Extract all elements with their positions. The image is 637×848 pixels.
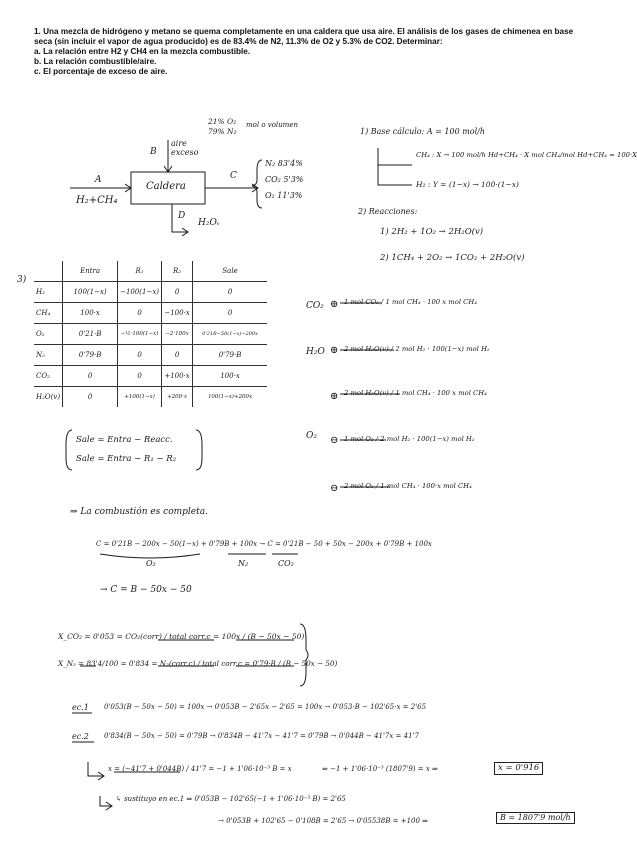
table-header-cell bbox=[34, 261, 63, 282]
table-cell: CO₂ bbox=[34, 366, 63, 387]
table-cell: 0'21B−50(1−x)−200x bbox=[193, 324, 268, 345]
complete-combustion-note: ⇒ La combustión es completa. bbox=[70, 507, 208, 517]
reaction-2: 2) 1CH₄ + 2O₂ → 1CO₂ + 2H₂O(v) bbox=[380, 253, 525, 263]
table-cell: −½·100(1−x) bbox=[118, 324, 162, 345]
x-n2-equation: X_N₂ = 83'4/100 = 0'834 = N₂(corr.c) / total corr.c = 0'79·B / (B − 50x − 50) bbox=[58, 659, 338, 668]
reaction-1: 1) 2H₂ + 1O₂ → 2H₂O(v) bbox=[380, 227, 484, 237]
table-cell: 0 bbox=[162, 345, 193, 366]
ec2-equation: 0'834(B − 50x − 50) = 0'79B → 0'834B − 41'7x − 41'7 = 0'79B → 0'044B − 41'7x = 41'7 bbox=[104, 732, 419, 740]
table-row bbox=[34, 345, 267, 366]
table-cell: 0 bbox=[63, 366, 118, 387]
c-under-co2: CO₂ bbox=[278, 559, 294, 568]
b-calculation: → 0'053B + 102'65 − 0'108B = 2'65 → 0'05538B = +100 ⇒ bbox=[218, 817, 429, 825]
ec1-tag: ec.1 bbox=[72, 703, 89, 712]
table-cell: O₂ bbox=[34, 324, 63, 345]
table-row bbox=[34, 366, 267, 387]
table-tag: 3) bbox=[17, 275, 27, 285]
basis-header: 1) Base cálculo: A = 100 mol/h bbox=[360, 127, 486, 136]
table-cell: 0 bbox=[63, 387, 118, 408]
ec2-tag: ec.2 bbox=[72, 732, 89, 741]
table-cell: 0'79·B bbox=[193, 345, 268, 366]
o2-calc-2: 2 mol O₂ / 1 mol CH₄ · 100·x mol CH₄ bbox=[344, 482, 472, 490]
stream-d-composition: H₂Oᵥ bbox=[198, 218, 221, 228]
co2-sign: ⊕ bbox=[330, 299, 339, 310]
balance-eq-2: Sale = Entra − R₁ − R₂ bbox=[76, 454, 177, 464]
x-evaluation: ⇒ −1 + 1'06·10⁻³ (1807'9) = x ⇒ bbox=[322, 765, 438, 773]
basis-ch4: CH₄ : X → 100 mol/h Hd+CH₄ · X mol CH₄/mol Hd+CH₄ = 100·X bbox=[416, 151, 637, 159]
table-cell: 0'21·B bbox=[63, 324, 118, 345]
problem-line: b. La relación combustible/aire. bbox=[34, 57, 157, 66]
co2-label: CO₂ bbox=[306, 301, 324, 311]
reactions-header: 2) Reacciones: bbox=[358, 207, 418, 216]
balance-table bbox=[34, 261, 267, 407]
table-header-row bbox=[34, 261, 267, 282]
x-expression: x = (−41'7 + 0'044B) / 41'7 = −1 + 1'06·10⁻³ B = x bbox=[108, 765, 292, 773]
table-cell: 100·x bbox=[63, 303, 118, 324]
table-cell: +200·x bbox=[162, 387, 193, 408]
o2-label: O₂ bbox=[306, 431, 317, 441]
stream-c-o2: O₂ 11'3% bbox=[265, 191, 303, 200]
table-row bbox=[34, 387, 267, 408]
table-row bbox=[34, 282, 267, 303]
c-under-o2: O₂ bbox=[146, 559, 156, 568]
table-header-cell: R₁ bbox=[118, 261, 162, 282]
o2-calc-1: 1 mol O₂ / 2 mol H₂ · 100(1−x) mol H₂ bbox=[344, 435, 475, 443]
boiler-label: Caldera bbox=[146, 181, 186, 192]
substitution-line: ↳ sustituyo en ec.1 ⇒ 0'053B − 102'65(−1 + 1'06·10⁻³ B) = 2'65 bbox=[116, 795, 346, 803]
table-cell: 100(1−x) bbox=[63, 282, 118, 303]
x-co2-equation: X_CO₂ = 0'053 = CO₂(corr) / total corr.c = 100x / (B − 50x − 50) bbox=[58, 632, 305, 641]
stream-b-label: B bbox=[150, 147, 157, 157]
stream-b-note: mol o volumen bbox=[246, 121, 298, 129]
stream-a-label: A bbox=[95, 175, 102, 185]
o2-sign-2: ⊖ bbox=[330, 483, 339, 494]
table-cell: +100·x bbox=[162, 366, 193, 387]
stream-a-composition: H₂+CH₄ bbox=[76, 195, 118, 206]
table-cell: 0 bbox=[118, 366, 162, 387]
table-cell: 100·x bbox=[193, 366, 268, 387]
table-header-cell: R₂ bbox=[162, 261, 193, 282]
table-cell: 100(1−x)+200x bbox=[193, 387, 268, 408]
table-cell: −100(1−x) bbox=[118, 282, 162, 303]
problem-line: c. El porcentaje de exceso de aire. bbox=[34, 67, 168, 76]
table-cell: 0 bbox=[118, 345, 162, 366]
table-row bbox=[34, 324, 267, 345]
table-cell: 0 bbox=[193, 282, 268, 303]
stream-b-description: aire exceso bbox=[171, 139, 199, 157]
table-cell: H₂O(v) bbox=[34, 387, 63, 408]
table-cell: 0 bbox=[193, 303, 268, 324]
problem-line: 1. Una mezcla de hidrógeno y metano se quema completamente en una caldera que usa aire. El análisis de los gases de chimenea en base seca (sin incluir el vapor de agua producido) es de 83.4% de N2, 11.3% de O2 y 5.3% de CO2. Determinar: bbox=[34, 27, 574, 46]
co2-calc: 1 mol CO₂ / 1 mol CH₄ · 100 x mol CH₄ bbox=[344, 298, 478, 306]
basis-h2: H₂ : Y = (1−x) → 100·(1−x) bbox=[416, 180, 519, 189]
table-cell: −100·x bbox=[162, 303, 193, 324]
balance-eq-1: Sale = Entra − Reacc. bbox=[76, 435, 173, 445]
c-equation: C = 0'21B − 200x − 50(1−x) + 0'79B + 100x → C = 0'21B − 50 + 50x − 200x + 0'79B + 100x bbox=[96, 540, 432, 548]
table-cell: +100(1−x) bbox=[118, 387, 162, 408]
table-cell: H₂ bbox=[34, 282, 63, 303]
h2o-calc-2: 2 mol H₂O(v) / 1 mol CH₄ · 100 x mol CH₄ bbox=[344, 389, 487, 397]
table-row bbox=[34, 303, 267, 324]
c-under-n2: N₂ bbox=[238, 559, 249, 568]
stream-c-label: C bbox=[230, 171, 237, 181]
h2o-sign-2: ⊕ bbox=[330, 391, 339, 402]
table-cell: N₂ bbox=[34, 345, 63, 366]
table-cell: CH₄ bbox=[34, 303, 63, 324]
o2-sign-1: ⊖ bbox=[330, 435, 339, 446]
h2o-sign-1: ⊕ bbox=[330, 345, 339, 356]
table-cell: 0'79·B bbox=[63, 345, 118, 366]
stream-c-co2: CO₂ 5'3% bbox=[265, 175, 304, 184]
stream-b-o2: 21% O₂ bbox=[208, 117, 237, 126]
stream-d-label: D bbox=[178, 211, 186, 221]
b-result-box: B = 1807'9 mol/h bbox=[496, 812, 575, 824]
table-header-cell: Sale bbox=[193, 261, 268, 282]
problem-line: a. La relación entre H2 y CH4 en la mezcla combustible. bbox=[34, 47, 251, 56]
x-result-box: x = 0'916 bbox=[494, 762, 543, 775]
c-result: → C = B − 50x − 50 bbox=[100, 585, 192, 595]
h2o-label: H₂O bbox=[306, 347, 325, 357]
ec1-equation: 0'053(B − 50x − 50) = 100x → 0'053B − 2'65x − 2'65 = 100x → 0'053·B − 102'65·x = 2'65 bbox=[104, 703, 427, 711]
h2o-calc-1: 2 mol H₂O(v) / 2 mol H₂ · 100(1−x) mol H₂ bbox=[344, 345, 490, 353]
table-header-cell: Entra bbox=[63, 261, 118, 282]
table-cell: 0 bbox=[118, 303, 162, 324]
stream-b-n2: 79% N₂ bbox=[208, 127, 237, 136]
table-cell: −2·100x bbox=[162, 324, 193, 345]
table-cell: 0 bbox=[162, 282, 193, 303]
stream-c-n2: N₂ 83'4% bbox=[265, 159, 303, 168]
